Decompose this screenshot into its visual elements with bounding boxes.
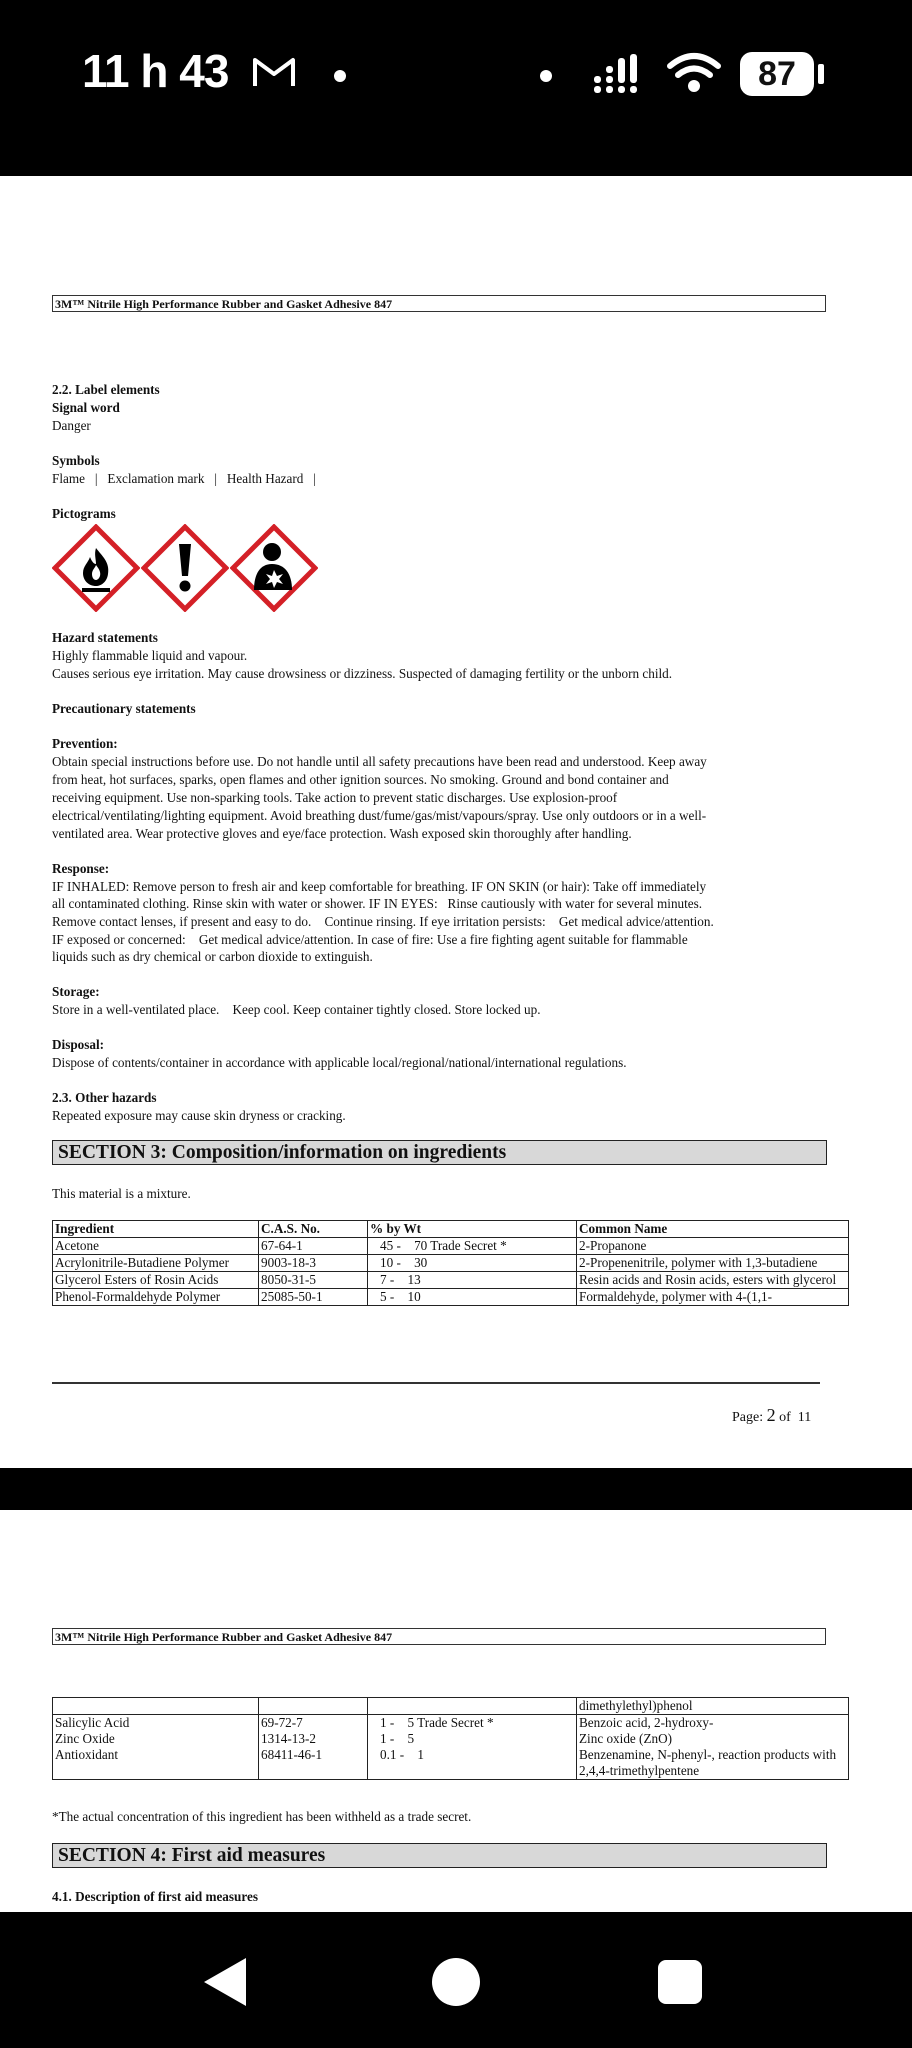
battery-cap-icon	[818, 64, 824, 84]
total-pages: 11	[797, 1410, 812, 1425]
column-header-ingredient: Ingredient	[53, 1221, 259, 1238]
ingredient-cell	[53, 1698, 259, 1715]
other-hazards-heading: 2.3. Other hazards	[52, 1090, 157, 1105]
status-bar	[0, 0, 912, 176]
pictograms-label: Pictograms	[52, 506, 116, 521]
table-row	[53, 1698, 849, 1715]
hazard-statements-heading: Hazard statements	[52, 630, 158, 645]
prevention-line: Obtain special instructions before use. Do not handle until all safety precautions have been read and understood. Keep away	[52, 754, 707, 769]
symbols-label: Symbols	[52, 453, 100, 468]
table-row	[53, 1238, 849, 1255]
page-label: Page:	[732, 1410, 764, 1425]
common-name-cell: dimethylethyl)phenol	[577, 1698, 849, 1715]
common-name-cell: Resin acids and Rosin acids, esters with glycerol	[577, 1272, 849, 1289]
cas-cell: 1314-13-2	[259, 1731, 368, 1747]
section-3-title: SECTION 3: Composition/information on ingredients	[52, 1140, 827, 1165]
document-page-3	[0, 1510, 912, 1912]
prevention-line: electrical/ventilating/lighting equipment. Avoid breathing dust/fume/gas/mist/vapours/spray. Use only outdoors or in a well-	[52, 808, 707, 823]
table-row	[53, 1255, 849, 1272]
cas-cell: 8050-31-5	[259, 1272, 368, 1289]
document-page-2	[0, 176, 912, 1468]
ingredient-cell: Antioxidant	[53, 1747, 259, 1780]
percent-cell: 1 - 5	[368, 1731, 577, 1747]
disposal-heading: Disposal:	[52, 1037, 105, 1052]
common-name-cell: Benzenamine, N-phenyl-, reaction products with 2,4,4-trimethylpentene	[577, 1747, 849, 1780]
cas-cell	[259, 1698, 368, 1715]
common-name-cell: Benzoic acid, 2-hydroxy-	[577, 1715, 849, 1732]
response-line: all contaminated clothing. Rinse skin with water or shower. IF IN EYES: Rinse cautiously with water for several minutes.	[52, 896, 703, 911]
document-header: 3M™ Nitrile High Performance Rubber and Gasket Adhesive 847	[52, 295, 826, 312]
ingredient-cell: Acrylonitrile-Butadiene Polymer	[53, 1255, 259, 1272]
common-name-cell: Zinc oxide (ZnO)	[577, 1731, 849, 1747]
status-time: 11 h 43	[82, 45, 229, 97]
notification-dot-icon	[334, 70, 346, 82]
section-4-title: SECTION 4: First aid measures	[52, 1843, 827, 1868]
trade-secret-footnote: *The actual concentration of this ingredient has been withheld as a trade secret.	[52, 1809, 472, 1824]
table-row	[53, 1272, 849, 1289]
percent-cell: 45 - 70 Trade Secret *	[368, 1238, 577, 1255]
response-heading: Response:	[52, 861, 110, 876]
current-page: 2	[766, 1405, 776, 1425]
response-line: IF exposed or concerned: Get medical advice/attention. In case of fire: Use a fire fighting agent suitable for flammable	[52, 932, 688, 947]
table-row	[53, 1731, 849, 1747]
table-row	[53, 1289, 849, 1306]
hazard-statement-line: Causes serious eye irritation. May cause drowsiness or dizziness. Suspected of damaging fertility or the unborn child.	[52, 666, 673, 681]
common-name-cell: 2-Propenenitrile, polymer with 1,3-butadiene	[577, 1255, 849, 1272]
common-name-cell: 2-Propanone	[577, 1238, 849, 1255]
signal-word-value: Danger	[52, 418, 91, 433]
label-elements-heading: 2.2. Label elements	[52, 382, 160, 397]
prevention-heading: Prevention:	[52, 736, 118, 751]
storage-text: Store in a well-ventilated place. Keep cool. Keep container tightly closed. Store locked up.	[52, 1002, 541, 1017]
cas-cell: 9003-18-3	[259, 1255, 368, 1272]
ingredient-cell: Zinc Oxide	[53, 1731, 259, 1747]
table-row	[53, 1715, 849, 1732]
percent-cell: 7 - 13	[368, 1272, 577, 1289]
recent-apps-icon[interactable]	[658, 1960, 702, 2004]
cas-cell: 67-64-1	[259, 1238, 368, 1255]
wifi-icon	[666, 50, 722, 94]
notification-dot-icon	[540, 70, 552, 82]
column-header-cas: C.A.S. No.	[259, 1221, 368, 1238]
ingredient-cell: Salicylic Acid	[53, 1715, 259, 1732]
ingredients-table	[52, 1220, 849, 1306]
percent-cell: 10 - 30	[368, 1255, 577, 1272]
ingredients-table-continued	[52, 1697, 849, 1780]
mixture-statement: This material is a mixture.	[52, 1186, 191, 1201]
response-line: IF INHALED: Remove person to fresh air and keep comfortable for breathing. IF ON SKIN (or hair): Take off immediately	[52, 879, 707, 894]
gmail-icon	[252, 54, 296, 90]
response-line: Remove contact lenses, if present and easy to do. Continue rinsing. If eye irritation persists: Get medical advice/attention.	[52, 914, 714, 929]
prevention-line: ventilated area. Wear protective gloves and eye/face protection. Wash exposed skin thoroughly after handling.	[52, 826, 632, 841]
ingredient-cell: Acetone	[53, 1238, 259, 1255]
cas-cell: 68411-46-1	[259, 1747, 368, 1780]
ingredient-cell: Glycerol Esters of Rosin Acids	[53, 1272, 259, 1289]
table-header-row	[53, 1221, 849, 1238]
table-row	[53, 1747, 849, 1780]
storage-heading: Storage:	[52, 984, 100, 999]
hazard-statement-line: Highly flammable liquid and vapour.	[52, 648, 248, 663]
percent-cell: 1 - 5 Trade Secret *	[368, 1715, 577, 1732]
prevention-line: receiving equipment. Use non-sparking tools. Take action to prevent static discharges. Use explosion-proof	[52, 790, 618, 805]
signal-icon	[592, 52, 648, 94]
page-separator	[0, 1468, 912, 1510]
cas-cell: 69-72-7	[259, 1715, 368, 1732]
page-number	[732, 1405, 811, 1426]
response-line: liquids such as dry chemical or carbon dioxide to extinguish.	[52, 949, 373, 964]
back-icon[interactable]	[204, 1958, 246, 2006]
percent-cell: 0.1 - 1	[368, 1747, 577, 1780]
percent-cell	[368, 1698, 577, 1715]
home-icon[interactable]	[432, 1958, 480, 2006]
first-aid-subheading: 4.1. Description of first aid measures	[52, 1889, 258, 1904]
cas-cell: 25085-50-1	[259, 1289, 368, 1306]
other-hazards-text: Repeated exposure may cause skin dryness or cracking.	[52, 1108, 346, 1123]
signal-word-label: Signal word	[52, 400, 120, 415]
symbols-line: Flame | Exclamation mark | Health Hazard |	[52, 471, 316, 486]
percent-cell: 5 - 10	[368, 1289, 577, 1306]
common-name-cell: Formaldehyde, polymer with 4-(1,1-	[577, 1289, 849, 1306]
column-header-common-name: Common Name	[577, 1221, 849, 1238]
ingredient-cell: Phenol-Formaldehyde Polymer	[53, 1289, 259, 1306]
precautionary-heading: Precautionary statements	[52, 701, 196, 716]
prevention-line: from heat, hot surfaces, sparks, open flames and other ignition sources. No smoking. Ground and bond container and	[52, 772, 669, 787]
flame-icon	[52, 524, 140, 612]
document-header: 3M™ Nitrile High Performance Rubber and Gasket Adhesive 847	[52, 1628, 826, 1645]
exclamation-mark-icon	[141, 524, 229, 612]
battery-level: 87	[740, 52, 814, 96]
health-hazard-icon	[230, 524, 318, 612]
disposal-text: Dispose of contents/container in accordance with applicable local/regional/national/international regulations.	[52, 1055, 627, 1070]
of-label: of	[779, 1410, 791, 1425]
column-header-percent: % by Wt	[368, 1221, 577, 1238]
footer-divider	[52, 1382, 820, 1384]
